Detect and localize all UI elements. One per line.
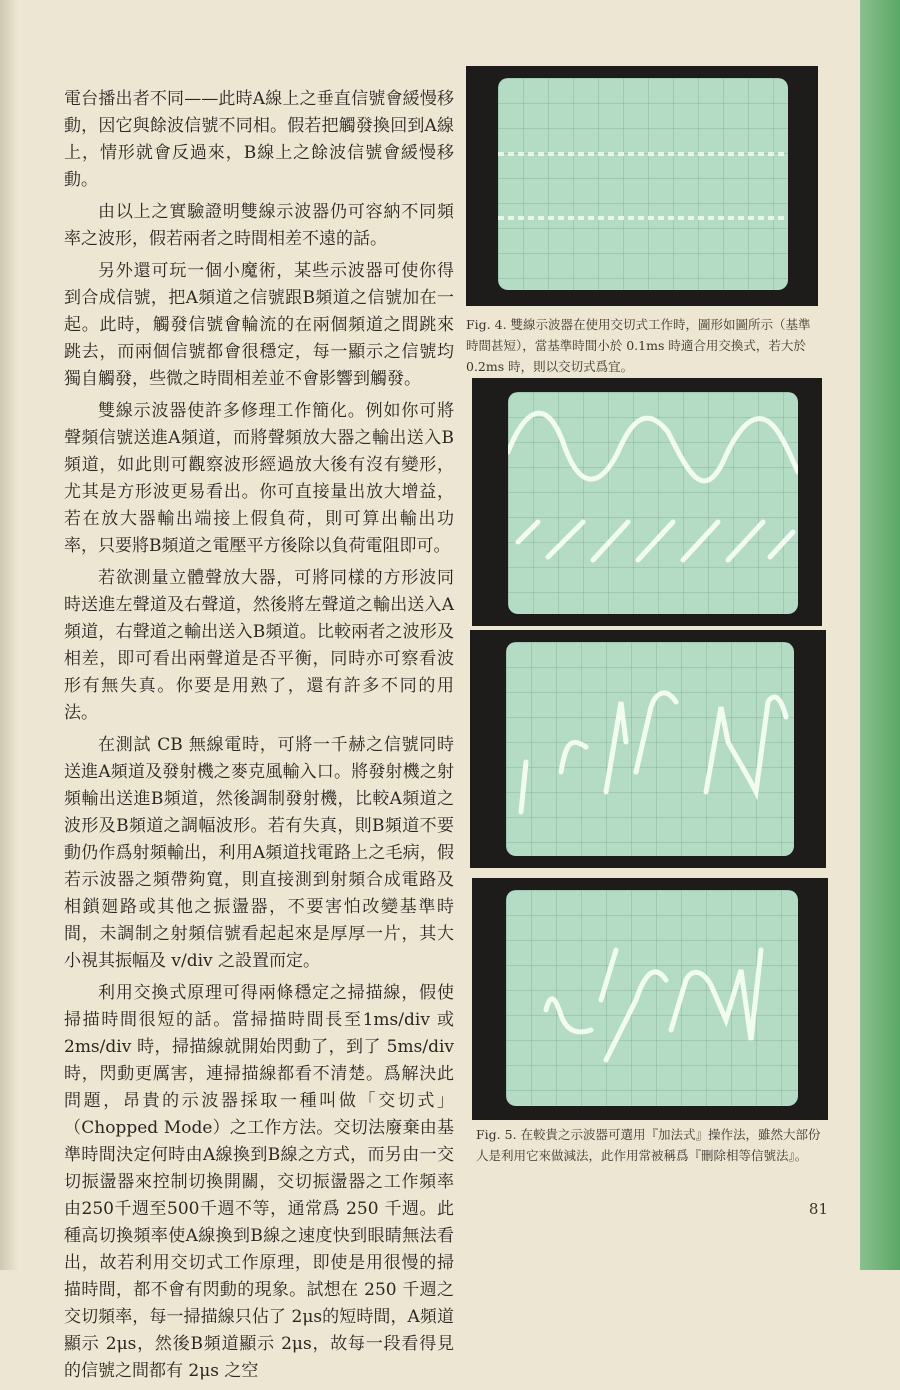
paragraph-4: 雙線示波器使許多修理工作簡化。例如你可將聲頻信號送進A頻道，而將聲頻放大器之輸出送入B頻道，如此則可觀察波形經過放大後有沒有變形，尤其是方形波更易看出。你可直接量出放大增益，若在放大器輸出端接上假負荷，則可算出輸出功率，只要將B頻道之電壓平方後除以負荷電阻即可。: [64, 401, 454, 556]
scope-3-traces: [506, 642, 794, 856]
fig5-photo: [472, 878, 828, 1120]
green-side-strip: [860, 0, 900, 1270]
fig5-caption: Fig. 5. 在較貴之示波器可選用『加法式』操作法，雖然大部份人是利用它來做減法，此作用常被稱爲『刪除相等信號法』。: [476, 1127, 821, 1163]
paragraph-5: 若欲測量立體聲放大器，可將同樣的方形波同時送進左聲道及右聲道，然後將左聲道之輸出送入A頻道，右聲道之輸出送入B頻道。比較兩者之波形及相差，即可看出兩聲道是否平衡，同時亦可察看波形有無失真。你要是用熟了，還有許多不同的用法。: [64, 568, 454, 723]
fig5-traces: [506, 890, 798, 1106]
page-number: 81: [808, 1200, 828, 1218]
scope-photo-sine-sawtooth: [472, 378, 822, 626]
scope-screen-3: [506, 642, 794, 856]
scope-screen-2: [508, 392, 798, 614]
fig4-photo: [466, 66, 818, 306]
fig5-oscilloscope-screen: [506, 890, 798, 1106]
fig4-oscilloscope-screen: [498, 78, 788, 290]
scope-photo-3: [470, 630, 826, 868]
paragraph-3: 另外還可玩一個小魔術，某些示波器可使你得到合成信號，把A頻道之信號跟B頻道之信號加在一起。此時，觸發信號會輪流的在兩個頻道之間跳來跳去，而兩個信號都會很穩定，每一顯示之信號均獨自觸發，些微之時間相差並不會影響到觸發。: [64, 261, 454, 389]
sine-sawtooth-traces: [508, 392, 798, 614]
body-text-column: [64, 86, 454, 1390]
paragraph-1: 電台播出者不同——此時A線上之垂直信號會緩慢移動，因它與餘波信號不同相。假若把觸發換回到A線上，情形就會反過來，B線上之餘波信號會緩慢移動。: [64, 89, 454, 190]
page-edge-shadow: [0, 0, 18, 1270]
paragraph-6: 在測試 CB 無線電時，可將一千赫之信號同時送進A頻道及發射機之麥克風輸入口。將發射機之射頻輸出送進B頻道，然後調制發射機，比較A頻道之波形及B頻道之調幅波形。若有失真，則B頻道不要動仍作爲射頻輸出，利用A頻道找電路上之毛病，假若示波器之頻帶夠寬，則直接測到射頻合成電路及相鎖廻路或其他之振盪器，不要害怕改變基準時間，未調制之射頻信號看起起來是厚厚一片，其大小視其振幅及 v/div 之設置而定。: [64, 735, 455, 971]
fig4-caption: Fig. 4. 雙線示波器在使用交切式工作時，圖形如圖所示（基準時間甚短），當基準時間小於 0.1ms 時適合用交換式，若大於 0.2ms 時，則以交切式爲宜。: [466, 317, 811, 374]
paragraph-7: 利用交換式原理可得兩條穩定之掃描線，假使掃描時間很短的話。當掃描時間長至1ms/div 或 2ms/div 時，掃描線就開始閃動了，到了 5ms/div 時，閃動更厲害，連掃描線都看不清楚。爲解決此問題，昂貴的示波器採取一種叫做「交切式」（Chopped Mode）之工作方法。交切法廢棄由基準時間決定何時由A線換到B線之方式，而另由一交切振盪器來控制切換開關，交切振盪器之工作頻率由250千週至500千週不等，通常爲 250 千週。此種高切換頻率使A線換到B線之速度快到眼睛無法看出，故若利用交切式工作原理，即使是用很慢的掃描時間，都不會有閃動的現象。試想在 250 千週之交切頻率，每一掃描線只佔了 2μs的短時間，A頻道顯示 2μs，然後B頻道顯示 2μs，故每一段看得見的信號之間都有 2μs 之空: [64, 983, 454, 1381]
paragraph-2: 由以上之實驗證明雙線示波器仍可容納不同頻率之波形，假若兩者之時間相差不遠的話。: [64, 202, 454, 249]
fig4-traces: [498, 78, 788, 290]
